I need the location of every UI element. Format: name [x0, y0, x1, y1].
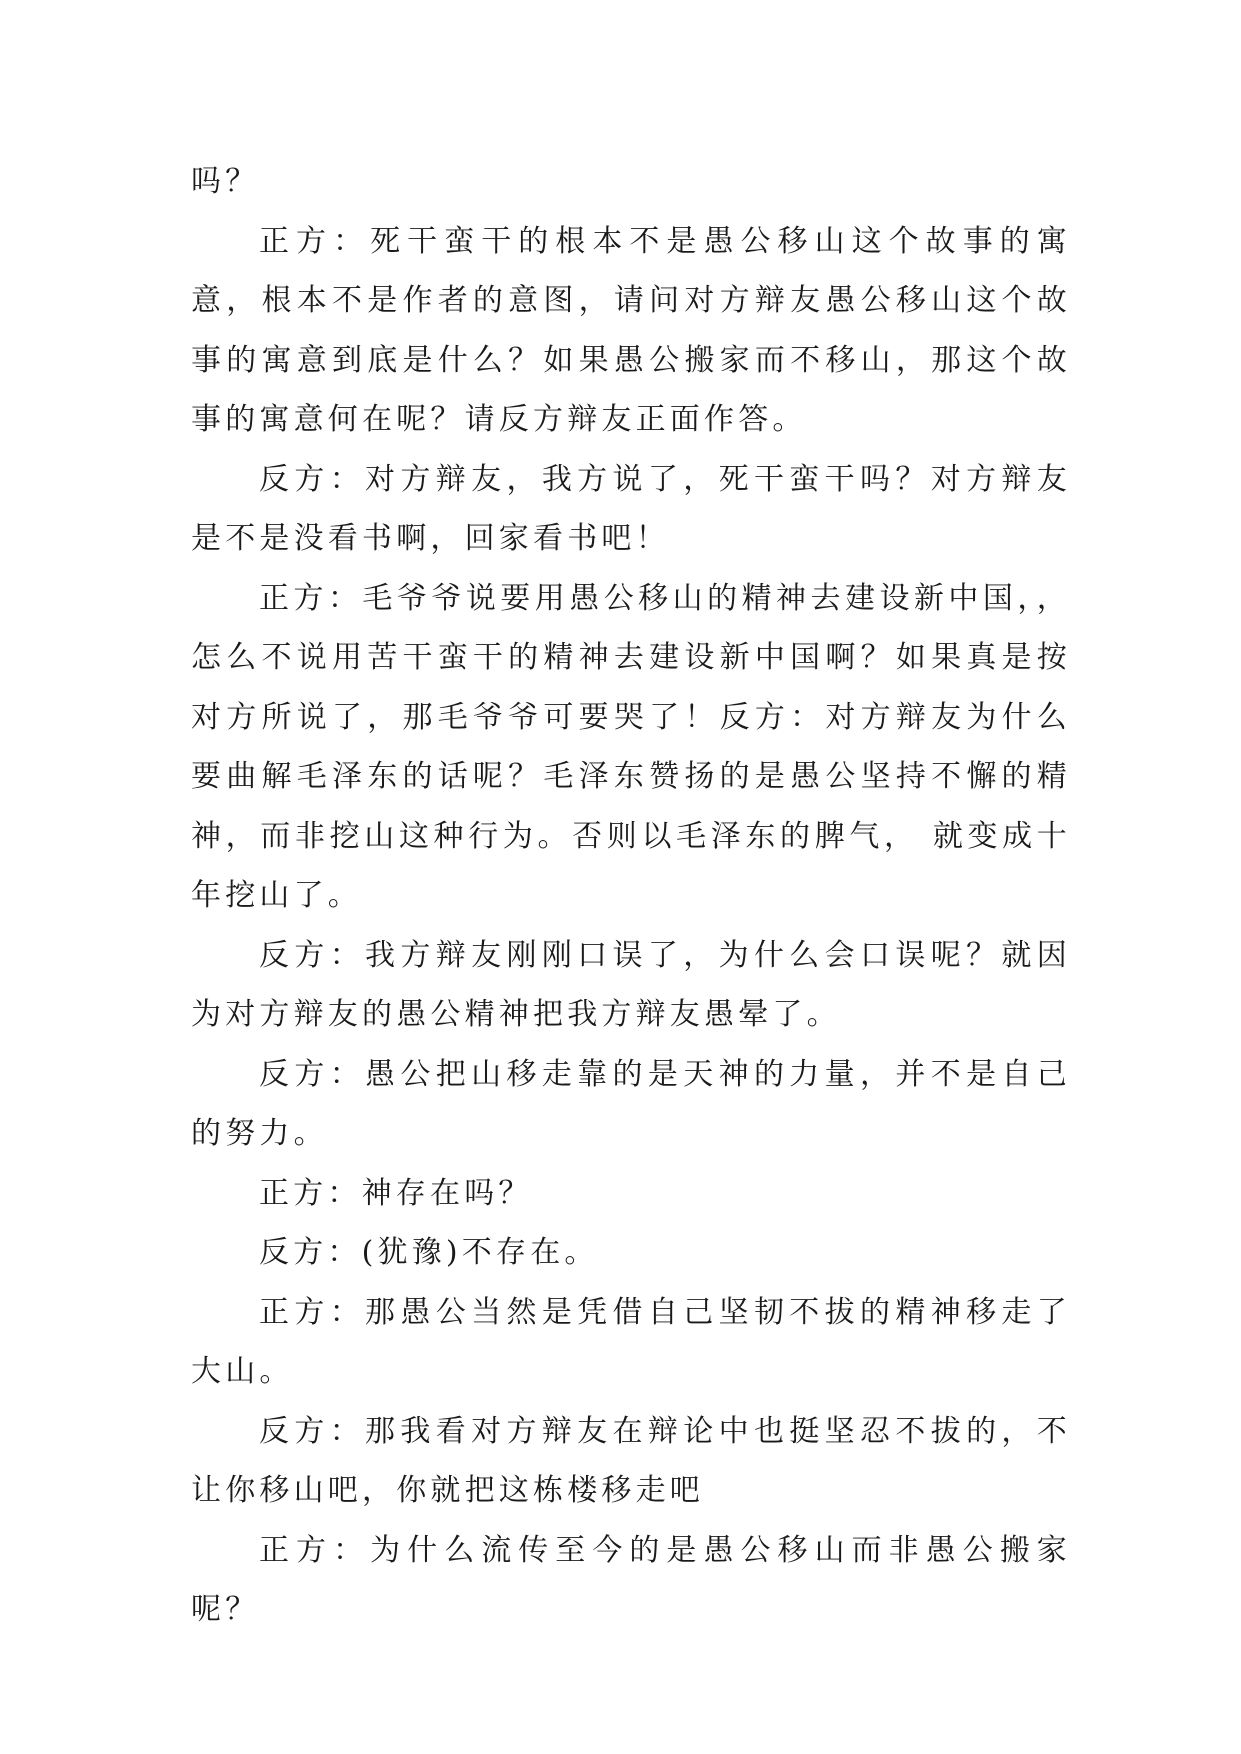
paragraph-affirmative-1: 正方：死干蛮干的根本不是愚公移山这个故事的寓意，根本不是作者的意图，请问对方辩友愚公移山这个故事的寓意到底是什么？如果愚公搬家而不移山，那这个故事的寓意何在呢？请反方辩友正面作答。 [191, 223, 1071, 437]
paragraph-affirmative-3: 正方：神存在吗？ [259, 1175, 533, 1211]
paragraph-affirmative-5: 正方：为什么流传至今的是愚公移山而非愚公搬家呢？ [191, 1532, 1071, 1627]
paragraph-negative-3: 反方：愚公把山移走靠的是天神的力量，并不是自己的努力。 [191, 1056, 1071, 1151]
paragraph-negative-5: 反方：那我看对方辩友在辩论中也挺坚忍不拔的，不让你移山吧，你就把这栋楼移走吧 [191, 1413, 1071, 1508]
paragraph-negative-1: 反方：对方辩友，我方说了，死干蛮干吗？对方辩友是不是没看书啊，回家看书吧！ [191, 461, 1071, 556]
document-body [191, 152, 1071, 1640]
paragraph-negative-4: 反方：(犹豫)不存在。 [259, 1235, 599, 1270]
paragraph-affirmative-2: 正方：毛爷爷说要用愚公移山的精神去建设新中国，，怎么不说用苦干蛮干的精神去建设新中国啊？如果真是按对方所说了，那毛爷爷可要哭了！反方：对方辩友为什么要曲解毛泽东的话呢？毛泽东赞扬的是愚公坚持不懈的精神，而非挖山这种行为。否则以毛泽东的脾气， 就变成十年挖山了。 [191, 580, 1071, 913]
paragraph-negative-2: 反方：我方辩友刚刚口误了，为什么会口误呢？就因为对方辩友的愚公精神把我方辩友愚晕了。 [191, 937, 1071, 1032]
paragraph-continuation: 吗？ [191, 164, 260, 199]
paragraph-affirmative-4: 正方：那愚公当然是凭借自己坚韧不拔的精神移走了大山。 [191, 1294, 1071, 1389]
